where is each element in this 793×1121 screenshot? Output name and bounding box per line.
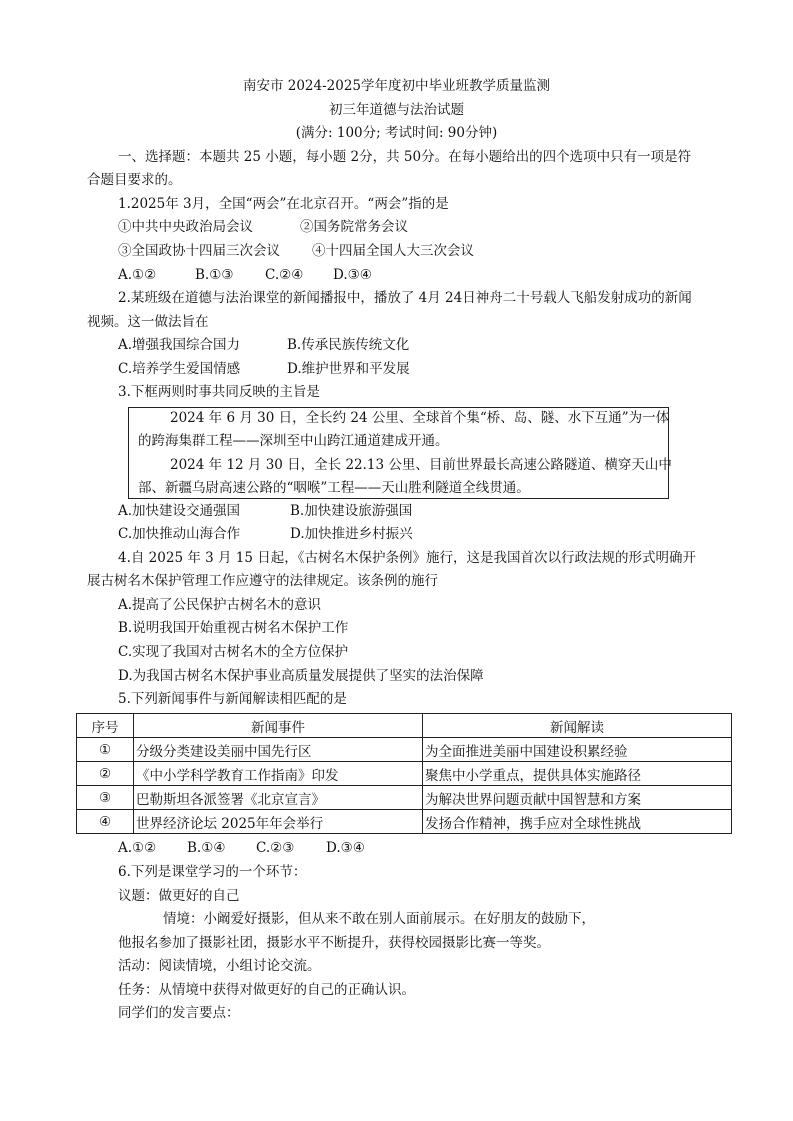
- section-instructions: 一、选择题：本题共 25 小题，每小题 2分，共 50分。在每小题给出的四个选项中只有一项是符: [118, 149, 692, 165]
- row-event: 分级分类建设美丽中国先行区: [134, 738, 423, 762]
- q4-option-a: A.提高了公民保护古树名木的意识: [118, 597, 322, 613]
- col-header-event: 新闻事件: [134, 714, 423, 738]
- q2-option-c: C.培养学生爱国情感: [118, 361, 241, 377]
- row-interpretation: 为解决世界问题贡献中国智慧和方案: [423, 786, 732, 810]
- row-number: ②: [77, 762, 134, 786]
- q6-topic: 议题：做更好的自己: [118, 888, 240, 904]
- row-interpretation: 聚焦中小学重点，提供具体实施路径: [423, 762, 732, 786]
- q2-stem-cont: 视频。这一做法旨在: [87, 314, 209, 330]
- exam-title: 南安市 2024-2025学年度初中毕业班教学质量监测: [242, 78, 551, 94]
- q1-option-a: A.①②: [118, 267, 157, 283]
- q3-option-c: C.加快推动山海合作: [118, 526, 241, 542]
- q3-box-para2: 2024 年 12 月 30 日，全长 22.13 公里、目前世界最长高速公路隧道、横穿天山中: [170, 457, 672, 473]
- q3-option-d: D.加快推进乡村振兴: [290, 526, 413, 542]
- row-interpretation: 为全面推进美丽中国建设积累经验: [423, 738, 732, 762]
- row-number: ④: [77, 810, 134, 834]
- q4-option-b: B.说明我国开始重视古树名木保护工作: [118, 620, 349, 636]
- exam-meta: (满分: 100分; 考试时间: 90分钟): [295, 125, 498, 141]
- row-event: 巴勒斯坦各派签署《北京宣言》: [134, 786, 423, 810]
- q2-option-a: A.增强我国综合国力: [118, 337, 241, 353]
- q3-stem: 3.下框两则时事共同反映的主旨是: [118, 384, 320, 400]
- q4-option-c: C.实现了我国对古树名木的全方位保护: [118, 644, 349, 660]
- q2-stem: 2.某班级在道德与法治课堂的新闻播报中，播放了 4月 24日神舟二十号载人飞船发射成功的新闻: [118, 290, 692, 306]
- q4-stem: 4.自 2025 年 3 月 15 日起，《古树名木保护条例》施行，这是我国首次以行政法规的形式明确开: [118, 550, 697, 566]
- q6-speech-points: 同学们的发言要点：: [118, 1005, 240, 1021]
- table-row: [77, 762, 732, 786]
- row-event: 《中小学科学教育工作指南》印发: [134, 762, 423, 786]
- q6-activity: 活动：阅读情境，小组讨论交流。: [118, 958, 321, 974]
- q4-option-d: D.为我国古树名木保护事业高质量发展提供了坚实的法治保障: [118, 668, 484, 684]
- table-header-row: [77, 714, 732, 738]
- q5-stem: 5.下列新闻事件与新闻解读相匹配的是: [118, 691, 347, 707]
- row-event: 世界经济论坛 2025年年会举行: [134, 810, 423, 834]
- q2-option-d: D.维护世界和平发展: [287, 361, 410, 377]
- row-number: ①: [77, 738, 134, 762]
- q3-box-para2-cont: 部、新疆乌尉高速公路的“咽喉”工程——天山胜利隧道全线贯通。: [138, 480, 530, 496]
- q2-option-b: B.传承民族传统文化: [287, 337, 410, 353]
- table-row: [77, 810, 732, 834]
- q3-box-para1-cont: 的跨海集群工程——深圳至中山跨江通道建成开通。: [138, 433, 449, 449]
- q6-scenario: 情境：小阚爱好摄影，但从来不敢在别人面前展示。在好朋友的鼓励下，: [163, 911, 595, 927]
- row-interpretation: 发扬合作精神，携手应对全球性挑战: [423, 810, 732, 834]
- table-row: [77, 738, 732, 762]
- q1-item-2: ②国务院常务会议: [300, 219, 408, 235]
- q5-option-a: A.①②: [118, 840, 157, 856]
- q3-box-para1: 2024 年 6 月 30 日，全长约 24 公里、全球首个集“桥、岛、隧、水下互通”为一体: [170, 410, 670, 426]
- q6-task: 任务：从情境中获得对做更好的自己的正确认识。: [118, 982, 415, 998]
- q1-stem: 1.2025年 3月，全国“两会”在北京召开。“两会”指的是: [118, 196, 449, 212]
- q4-stem-cont: 展古树名木保护管理工作应遵守的法律规定。该条例的施行: [87, 573, 438, 589]
- q1-item-3: ③全国政协十四届三次会议: [118, 243, 280, 259]
- table-row: [77, 786, 732, 810]
- q1-option-c: C.②④: [265, 267, 304, 283]
- q6-stem: 6.下列是课堂学习的一个环节：: [118, 864, 307, 880]
- col-header-interpretation: 新闻解读: [423, 714, 732, 738]
- q6-scenario-cont: 他报名参加了摄影社团，摄影水平不断提升，获得校园摄影比赛一等奖。: [118, 935, 550, 951]
- q5-news-table: [76, 713, 732, 834]
- q1-option-b: B.①③: [195, 267, 234, 283]
- col-header-no: 序号: [77, 714, 134, 738]
- exam-subtitle: 初三年道德与法治试题: [329, 102, 464, 118]
- q1-item-1: ①中共中央政治局会议: [118, 219, 253, 235]
- q1-item-4: ④十四届全国人大三次会议: [312, 243, 474, 259]
- q1-option-d: D.③④: [333, 267, 372, 283]
- q5-option-b: B.①④: [187, 840, 226, 856]
- q3-option-b: B.加快建设旅游强国: [290, 503, 413, 519]
- q3-option-a: A.加快建设交通强国: [118, 503, 241, 519]
- q5-option-c: C.②③: [256, 840, 295, 856]
- row-number: ③: [77, 786, 134, 810]
- section-instructions-cont: 合题目要求的。: [87, 172, 182, 188]
- q5-option-d: D.③④: [326, 840, 365, 856]
